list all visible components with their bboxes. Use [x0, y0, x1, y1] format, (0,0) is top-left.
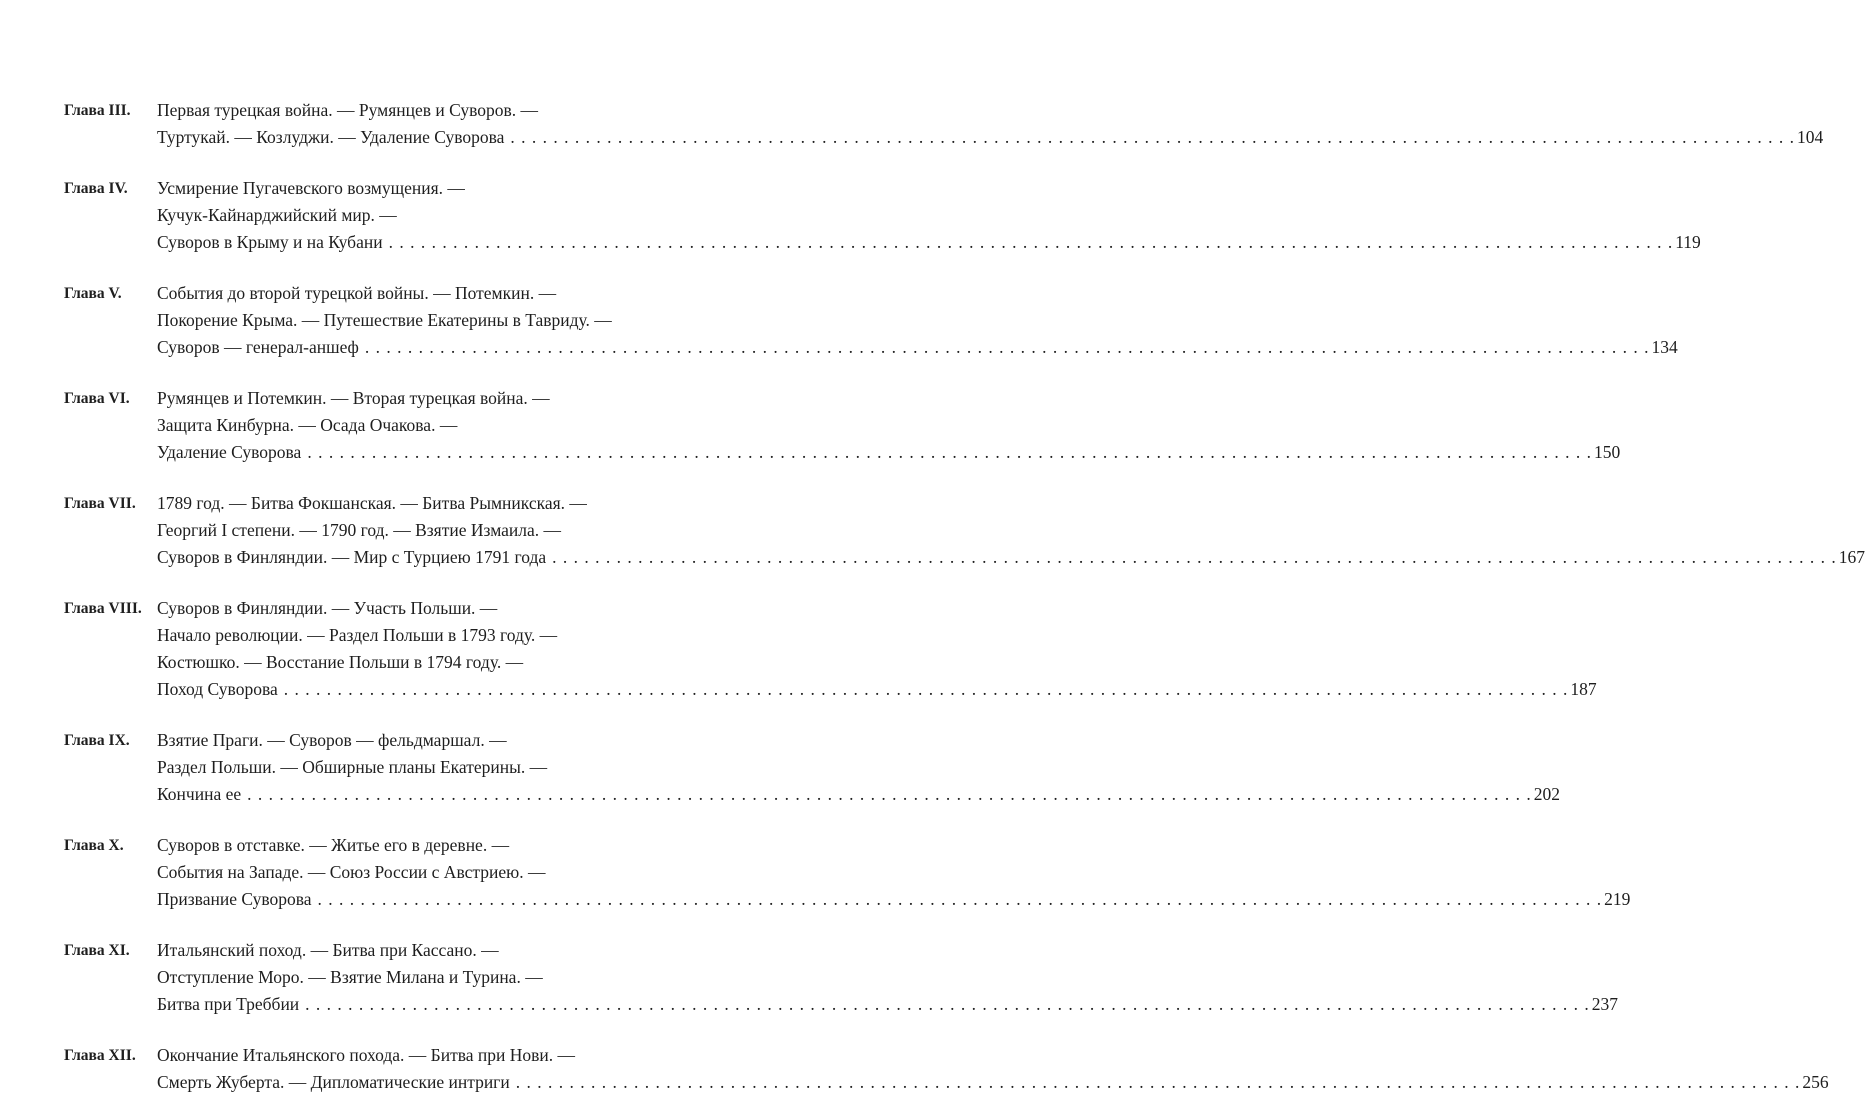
dot-leader: . . . . . . . . . . . . . . . . . . . . . . . . . . . . . . . . . . . . . . . . . . . . . . . . . . . . . . . . . . . . . . . . . . . . . . . . . . . . . . . . . . . . . . . . . . . . . . . . . . . . . . . . . . . . . . . . . . . . . . . . — [552, 547, 1837, 567]
chapter-label: Глава VIII. — [64, 600, 142, 617]
dot-leader: . . . . . . . . . . . . . . . . . . . . . . . . . . . . . . . . . . . . . . . . . . . . . . . . . . . . . . . . . . . . . . . . . . . . . . . . . . . . . . . . . . . . . . . . . . . . . . . . . . . . . . . . . . . . . . . . . . . . . . . . — [364, 337, 1650, 357]
title-line — [157, 124, 1824, 151]
toc-entry — [0, 280, 1678, 361]
title-line: Кучук-Кайнарджийский мир. — — [157, 205, 397, 225]
title-line: События на Западе. — Союз России с Австриею. — — [157, 862, 546, 882]
chapter-label: Глава V. — [64, 285, 122, 302]
title-line: Отступление Моро. — Взятие Милана и Турина. — — [157, 967, 543, 987]
title-line: События до второй турецкой войны. — Потемкин. — — [157, 283, 557, 303]
title-line: Георгий I степени. — 1790 год. — Взятие Измаила. — — [157, 520, 562, 540]
chapter-label: Глава III. — [64, 102, 131, 119]
chapter-title — [157, 937, 1619, 1018]
toc-entry — [0, 97, 1824, 151]
title-line: Усмирение Пугачевского возмущения. — — [157, 178, 465, 198]
toc-entry — [0, 832, 1631, 913]
chapter-title — [157, 280, 1678, 361]
dot-leader: . . . . . . . . . . . . . . . . . . . . . . . . . . . . . . . . . . . . . . . . . . . . . . . . . . . . . . . . . . . . . . . . . . . . . . . . . . . . . . . . . . . . . . . . . . . . . . . . . . . . . . . . . . . . . . . . . . . . . . . . — [307, 442, 1592, 462]
chapter-title — [157, 175, 1701, 256]
title-line: Суворов в отставке. — Житье его в деревне. — — [157, 835, 510, 855]
title-line-text: Суворов — генерал-аншеф — [157, 337, 359, 357]
chapter-title — [157, 490, 1865, 571]
toc-entry — [0, 1042, 1829, 1096]
toc-entry — [0, 490, 1865, 571]
title-line: Окончание Итальянского похода. — Битва при Нови. — — [157, 1045, 576, 1065]
title-line — [157, 334, 1678, 361]
chapter-title — [157, 595, 1597, 703]
title-line-text: Поход Суворова — [157, 679, 278, 699]
title-line — [157, 229, 1701, 256]
page-number: 167 — [1838, 547, 1865, 567]
title-line: Раздел Польши. — Обширные планы Екатерины. — — [157, 757, 548, 777]
chapter-title — [157, 832, 1631, 913]
title-line-text: Призвание Суворова — [157, 889, 312, 909]
page-number: 119 — [1675, 232, 1701, 252]
chapter-title — [157, 1042, 1829, 1096]
page-number: 134 — [1651, 337, 1678, 357]
title-line — [157, 544, 1865, 571]
chapter-label: Глава VII. — [64, 495, 136, 512]
title-line: Итальянский поход. — Битва при Кассано. — — [157, 940, 499, 960]
title-line: Первая турецкая война. — Румянцев и Суворов. — — [157, 100, 539, 120]
page-number: 187 — [1570, 679, 1597, 699]
chapter-label: Глава IV. — [64, 180, 128, 197]
title-line: Защита Кинбурна. — Осада Очакова. — — [157, 415, 458, 435]
toc-entry — [0, 175, 1701, 256]
toc-entry — [0, 385, 1621, 466]
dot-leader: . . . . . . . . . . . . . . . . . . . . . . . . . . . . . . . . . . . . . . . . . . . . . . . . . . . . . . . . . . . . . . . . . . . . . . . . . . . . . . . . . . . . . . . . . . . . . . . . . . . . . . . . . . . . . . . . . . . . . . . . — [247, 784, 1532, 804]
chapter-title — [157, 385, 1621, 466]
title-line-text: Суворов в Финляндии. — Мир с Турциею 1791 года — [157, 547, 547, 567]
toc-entry — [0, 727, 1560, 808]
title-line-text: Туртукай. — Козлуджи. — Удаление Суворова — [157, 127, 505, 147]
title-line — [157, 439, 1621, 466]
page-number: 202 — [1533, 784, 1560, 804]
dot-leader: . . . . . . . . . . . . . . . . . . . . . . . . . . . . . . . . . . . . . . . . . . . . . . . . . . . . . . . . . . . . . . . . . . . . . . . . . . . . . . . . . . . . . . . . . . . . . . . . . . . . . . . . . . . . . . . . . . . . . . . . — [283, 679, 1569, 699]
title-line — [157, 991, 1619, 1018]
title-line-text: Кончина ее — [157, 784, 242, 804]
page-number: 219 — [1604, 889, 1631, 909]
title-line — [157, 676, 1597, 703]
title-line — [157, 781, 1560, 808]
title-line-text: Суворов в Крыму и на Кубани — [157, 232, 383, 252]
toc-entry — [0, 595, 1597, 703]
title-line — [157, 1069, 1829, 1096]
page-number: 150 — [1593, 442, 1621, 462]
dot-leader: . . . . . . . . . . . . . . . . . . . . . . . . . . . . . . . . . . . . . . . . . . . . . . . . . . . . . . . . . . . . . . . . . . . . . . . . . . . . . . . . . . . . . . . . . . . . . . . . . . . . . . . . . . . . . . . . . . . . . . . . — [388, 232, 1674, 252]
title-line: Суворов в Финляндии. — Участь Польши. — — [157, 598, 498, 618]
page-number: 237 — [1591, 994, 1619, 1014]
chapter-title — [157, 727, 1560, 808]
dot-leader: . . . . . . . . . . . . . . . . . . . . . . . . . . . . . . . . . . . . . . . . . . . . . . . . . . . . . . . . . . . . . . . . . . . . . . . . . . . . . . . . . . . . . . . . . . . . . . . . . . . . . . . . . . . . . . . . . . . . . . . . — [510, 127, 1796, 147]
title-line-text: Смерть Жуберта. — Дипломатические интриги — [157, 1072, 510, 1092]
toc-entry — [0, 937, 1619, 1018]
dot-leader: . . . . . . . . . . . . . . . . . . . . . . . . . . . . . . . . . . . . . . . . . . . . . . . . . . . . . . . . . . . . . . . . . . . . . . . . . . . . . . . . . . . . . . . . . . . . . . . . . . . . . . . . . . . . . . . . . . . . . . . . — [317, 889, 1603, 909]
title-line — [157, 886, 1631, 913]
chapter-label: Глава IX. — [64, 732, 130, 749]
chapter-title — [157, 97, 1824, 151]
chapter-label: Глава VI. — [64, 390, 130, 407]
dot-leader: . . . . . . . . . . . . . . . . . . . . . . . . . . . . . . . . . . . . . . . . . . . . . . . . . . . . . . . . . . . . . . . . . . . . . . . . . . . . . . . . . . . . . . . . . . . . . . . . . . . . . . . . . . . . . . . . . . . . . . . . — [305, 994, 1590, 1014]
page-number: 256 — [1802, 1072, 1829, 1092]
title-line: Покорение Крыма. — Путешествие Екатерины в Тавриду. — — [157, 310, 612, 330]
chapter-label: Глава XI. — [64, 942, 130, 959]
title-line: Взятие Праги. — Суворов — фельдмаршал. — — [157, 730, 507, 750]
title-line: Начало революции. — Раздел Польши в 1793 году. — — [157, 625, 558, 645]
dot-leader: . . . . . . . . . . . . . . . . . . . . . . . . . . . . . . . . . . . . . . . . . . . . . . . . . . . . . . . . . . . . . . . . . . . . . . . . . . . . . . . . . . . . . . . . . . . . . . . . . . . . . . . . . . . . . . . . . . . . . . . . — [515, 1072, 1801, 1092]
title-line-text: Битва при Треббии — [157, 994, 300, 1014]
page-number: 104 — [1797, 127, 1824, 147]
title-line: 1789 год. — Битва Фокшанская. — Битва Рымникская. — — [157, 493, 587, 513]
title-line: Румянцев и Потемкин. — Вторая турецкая война. — — [157, 388, 550, 408]
chapter-label: Глава XII. — [64, 1047, 136, 1064]
chapter-label: Глава X. — [64, 837, 124, 854]
title-line-text: Удаление Суворова — [157, 442, 302, 462]
title-line: Костюшко. — Восстание Польши в 1794 году. — — [157, 652, 524, 672]
table-of-contents — [0, 97, 1865, 1120]
